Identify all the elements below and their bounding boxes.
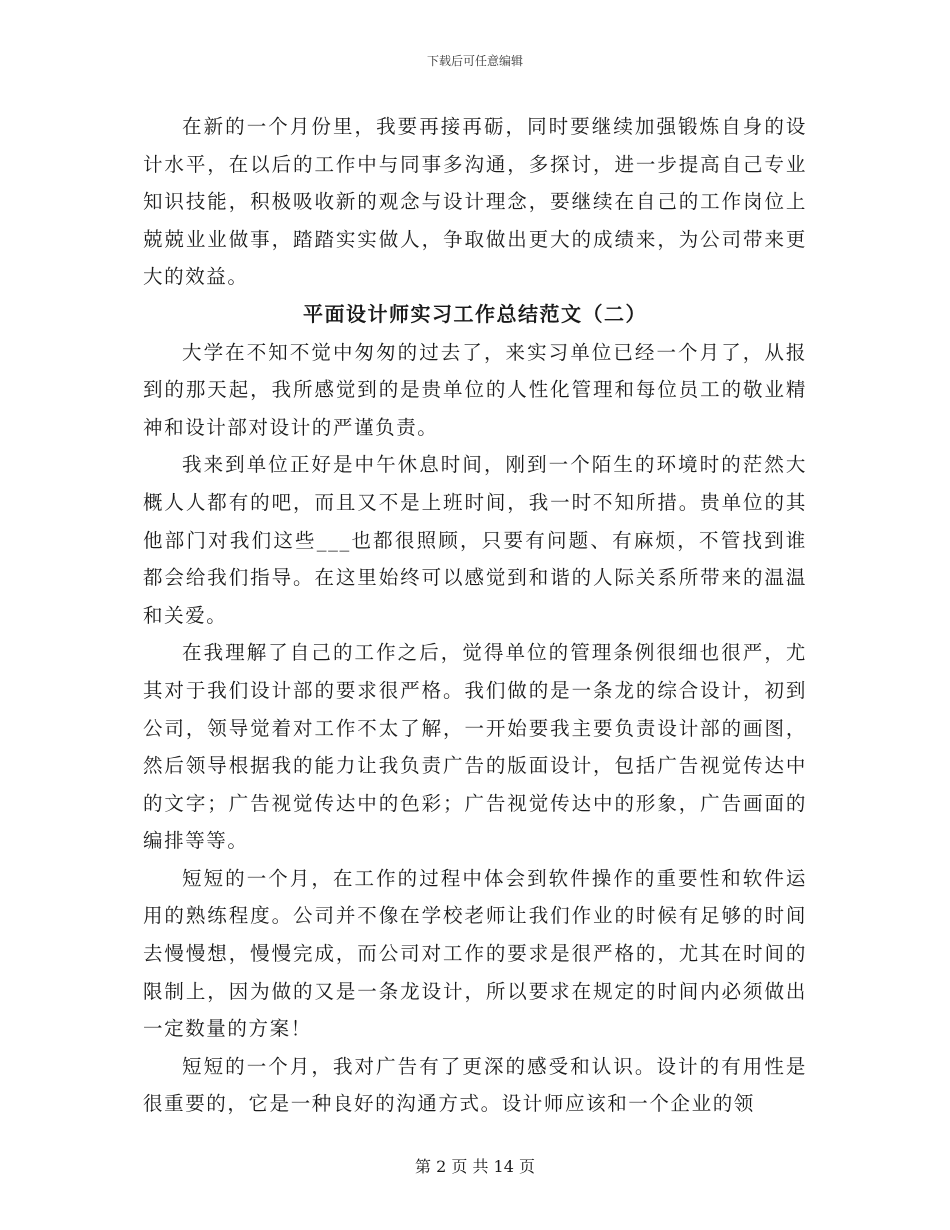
paragraph: 大学在不知不觉中匆匆的过去了，来实习单位已经一个月了，从报到的那天起，我所感觉到的是贵单位的人性化管理和每位员工的敬业精神和设计部对设计的严谨负责。 [143,340,807,439]
page-header: 下载后可任意编辑 [426,54,523,68]
document-body [143,108,807,1123]
paragraph: 在新的一个月份里，我要再接再砺，同时要继续加强锻炼自身的设计水平，在以后的工作中与同事多沟通，多探讨，进一步提高自己专业知识技能，积极吸收新的观念与设计理念，要继续在自己的工作岗位上兢兢业业做事，踏踏实实做人，争取做出更大的成绩来，为公司带来更大的效益。 [143,115,807,289]
paragraph: 在我理解了自己的工作之后，觉得单位的管理条例很细也很严，尤其对于我们设计部的要求很严格。我们做的是一条龙的综合设计，初到公司，领导觉着对工作不太了解，一开始要我主要负责设计部的画图，然后领导根据我的能力让我负责广告的版面设计，包括广告视觉传达中的文字；广告视觉传达中的色彩；广告视觉传达中的形象，广告画面的编排等等。 [143,641,807,853]
paragraph: 我来到单位正好是中午休息时间，刚到一个陌生的环境时的茫然大概人人都有的吧，而且又不是上班时间，我一时不知所措。贵单位的其他部门对我们这些___也都很照顾，只要有问题、有麻烦，不管找到谁都会给我们指导。在这里始终可以感觉到和谐的人际关系所带来的温温和关爱。 [143,453,807,627]
paragraph: 短短的一个月，我对广告有了更深的感受和认识。设计的有用性是很重要的，它是一种良好的沟通方式。设计师应该和一个企业的领 [143,1054,807,1116]
paragraph: 短短的一个月，在工作的过程中体会到软件操作的重要性和软件运用的熟练程度。公司并不像在学校老师让我们作业的时候有足够的时间去慢慢想，慢慢完成，而公司对工作的要求是很严格的，尤其在时间的限制上，因为做的又是一条龙设计，所以要求在规定的时间内必须做出一定数量的方案！ [143,866,807,1041]
page-number: 第 2 页 共 14 页 [415,1157,535,1176]
section-title: 平面设计师实习工作总结范文（二） [303,301,647,326]
